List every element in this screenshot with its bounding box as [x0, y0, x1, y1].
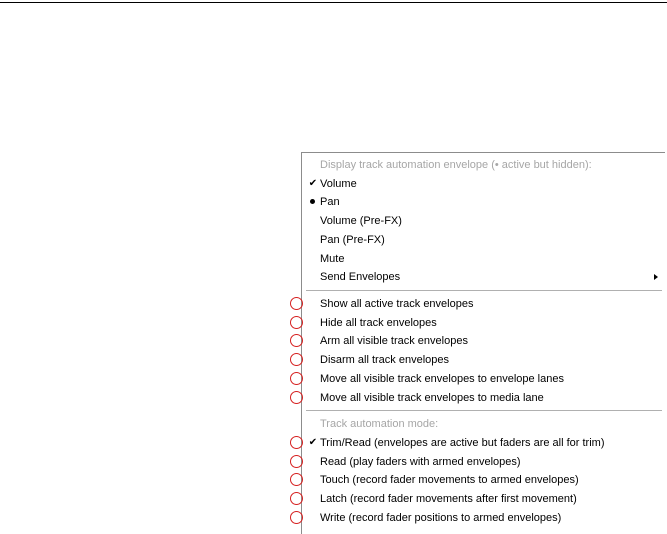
menu-item-pan[interactable]: Pan [302, 193, 664, 211]
menu-item-trim-read[interactable]: ✔ Trim/Read (envelopes are active but faders are all for trim) [302, 434, 664, 452]
annotation-circle [290, 455, 303, 468]
annotation-circle [290, 372, 303, 385]
menu-separator [306, 290, 662, 291]
menu-item-arm-visible-envelopes[interactable]: Arm all visible track envelopes [320, 335, 468, 347]
annotation-circle [290, 436, 303, 449]
annotation-circle [290, 391, 303, 404]
menu-item-move-to-media-lane[interactable]: Move all visible track envelopes to media lane [320, 392, 544, 404]
top-divider-line [0, 2, 667, 3]
menu-separator [306, 410, 662, 411]
menu-item-send-envelopes[interactable]: Send Envelopes [302, 268, 664, 286]
menu-item-touch[interactable]: Touch (record fader movements to armed envelopes) [320, 474, 579, 486]
annotation-circle [290, 297, 303, 310]
checkmark-icon: ✔ [308, 178, 318, 189]
menu-item-latch[interactable]: Latch (record fader movements after first movement) [320, 493, 577, 505]
annotation-circle [290, 492, 303, 505]
checkmark-icon: ✔ [308, 437, 318, 448]
menu-item-move-to-envelope-lanes[interactable]: Move all visible track envelopes to envelope lanes [320, 373, 564, 385]
menu-item-volume[interactable]: ✔ Volume [302, 175, 664, 193]
submenu-arrow-icon [654, 274, 658, 280]
menu-item-show-active-envelopes[interactable]: Show all active track envelopes [320, 298, 474, 310]
menu-item-pan-pre-fx[interactable]: Pan (Pre-FX) [320, 234, 385, 246]
menu-header-automation-mode: Track automation mode: [320, 418, 439, 430]
bullet-icon [310, 199, 315, 204]
envelope-context-menu [301, 152, 665, 534]
menu-item-hide-all-envelopes[interactable]: Hide all track envelopes [320, 317, 437, 329]
menu-item-write[interactable]: Write (record fader positions to armed envelopes) [320, 512, 562, 524]
annotation-circle [290, 334, 303, 347]
menu-item-volume-pre-fx[interactable]: Volume (Pre-FX) [320, 215, 402, 227]
annotation-circle [290, 511, 303, 524]
annotation-circle [290, 316, 303, 329]
menu-header-display-envelope: Display track automation envelope (• active but hidden): [320, 159, 592, 171]
menu-item-mute[interactable]: Mute [320, 253, 345, 265]
annotation-circle [290, 353, 303, 366]
menu-item-disarm-all-envelopes[interactable]: Disarm all track envelopes [320, 354, 449, 366]
menu-item-read[interactable]: Read (play faders with armed envelopes) [320, 456, 521, 468]
annotation-circle [290, 473, 303, 486]
